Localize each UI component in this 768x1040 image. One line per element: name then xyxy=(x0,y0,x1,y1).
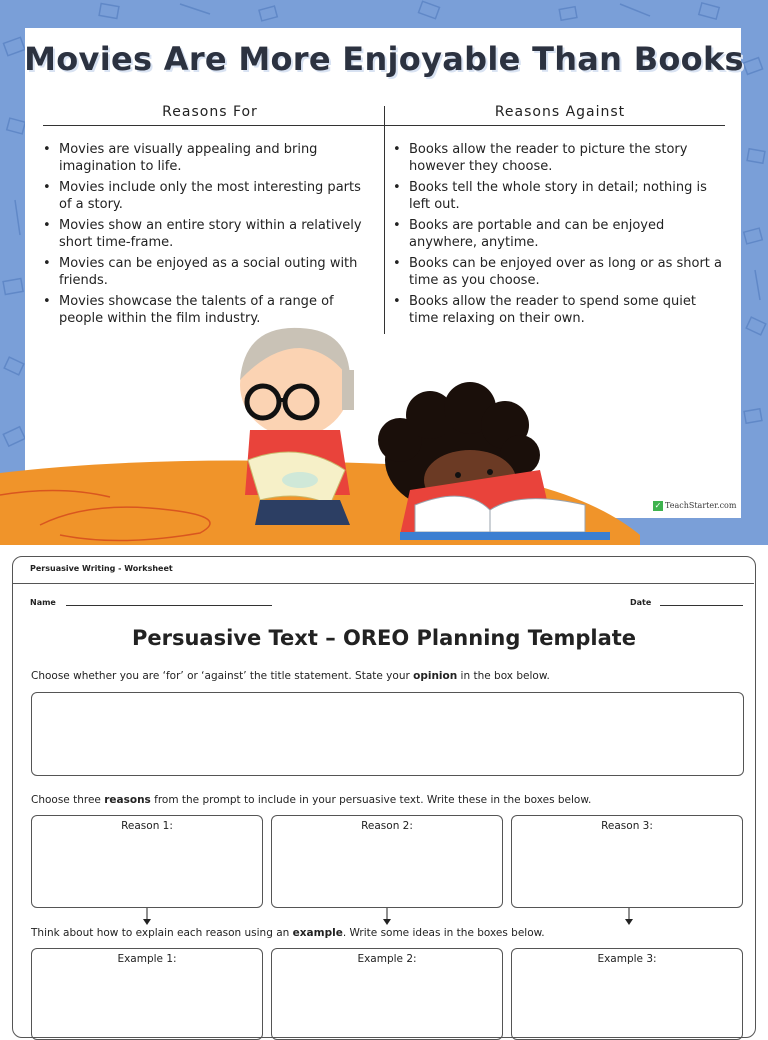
check-icon: ✓ xyxy=(654,501,662,510)
reasons-for-list xyxy=(43,142,373,332)
header-divider xyxy=(13,583,754,584)
example-box-3[interactable] xyxy=(511,948,743,1040)
instruction-keyword: example xyxy=(292,927,343,939)
reasons-against-heading: Reasons Against xyxy=(494,104,626,120)
opinion-instruction xyxy=(31,670,550,682)
list-item: • Movies can be enjoyed as a social outing with friends. xyxy=(43,256,373,289)
list-item: • Books allow the reader to spend some quiet time relaxing on their own. xyxy=(393,294,723,327)
poster-title: Movies Are More Enjoyable Than Books xyxy=(24,40,744,78)
reason-box-3[interactable] xyxy=(511,815,743,908)
box-label: Example 2: xyxy=(357,953,417,965)
example-box-2[interactable] xyxy=(271,948,503,1040)
reason-box-2[interactable] xyxy=(271,815,503,908)
box-label: Reason 1: xyxy=(121,820,173,832)
brand-text: TeachStarter.com xyxy=(665,501,737,510)
instruction-text: in the box below. xyxy=(457,670,550,682)
box-label: Reason 2: xyxy=(361,820,413,832)
brand-logo xyxy=(653,501,736,511)
reasons-for-heading: Reasons For xyxy=(162,104,258,120)
reasons-against-list xyxy=(393,142,723,332)
list-item: • Movies include only the most interesting parts of a story. xyxy=(43,180,373,213)
opinion-box[interactable] xyxy=(31,692,744,776)
instruction-text: Choose whether you are ‘for’ or ‘against’ the title statement. State your xyxy=(31,670,414,682)
instruction-text: from the prompt to include in your persuasive text. Write these in the boxes below. xyxy=(150,794,592,806)
arrow-down-icon xyxy=(624,908,634,926)
instruction-text: . Write some ideas in the boxes below. xyxy=(342,927,545,939)
instruction-text: Choose three xyxy=(31,794,105,806)
reasons-instruction xyxy=(31,794,591,806)
list-item: • Movies show an entire story within a relatively short time-frame. xyxy=(43,218,373,251)
examples-instruction xyxy=(31,927,545,939)
arrow-down-icon xyxy=(382,908,392,926)
children-reading-illustration xyxy=(200,320,630,545)
column-divider xyxy=(384,106,385,334)
box-label: Example 1: xyxy=(117,953,177,965)
list-item: • Books can be enjoyed over as long or as short a time as you choose. xyxy=(393,256,723,289)
list-item: • Movies are visually appealing and bring imagination to life. xyxy=(43,142,373,175)
name-label: Name xyxy=(30,598,56,607)
date-field[interactable] xyxy=(660,605,743,606)
instruction-text: Think about how to explain each reason using an xyxy=(31,927,293,939)
box-label: Reason 3: xyxy=(601,820,653,832)
page-title: Persuasive Text – OREO Planning Template xyxy=(131,626,637,650)
list-item: • Books are portable and can be enjoyed anywhere, anytime. xyxy=(393,218,723,251)
date-label: Date xyxy=(630,598,652,607)
arrow-down-icon xyxy=(142,908,152,926)
list-item: • Books tell the whole story in detail; nothing is left out. xyxy=(393,180,723,213)
name-field[interactable] xyxy=(66,605,272,606)
list-item: • Books allow the reader to picture the story however they choose. xyxy=(393,142,723,175)
list-item: • Movies showcase the talents of a range of people within the film industry. xyxy=(43,294,373,327)
reason-box-1[interactable] xyxy=(31,815,263,908)
worksheet-header: Persuasive Writing - Worksheet xyxy=(30,564,173,573)
instruction-keyword: opinion xyxy=(413,670,458,682)
box-label: Example 3: xyxy=(597,953,657,965)
instruction-keyword: reasons xyxy=(104,794,151,806)
example-box-1[interactable] xyxy=(31,948,263,1040)
